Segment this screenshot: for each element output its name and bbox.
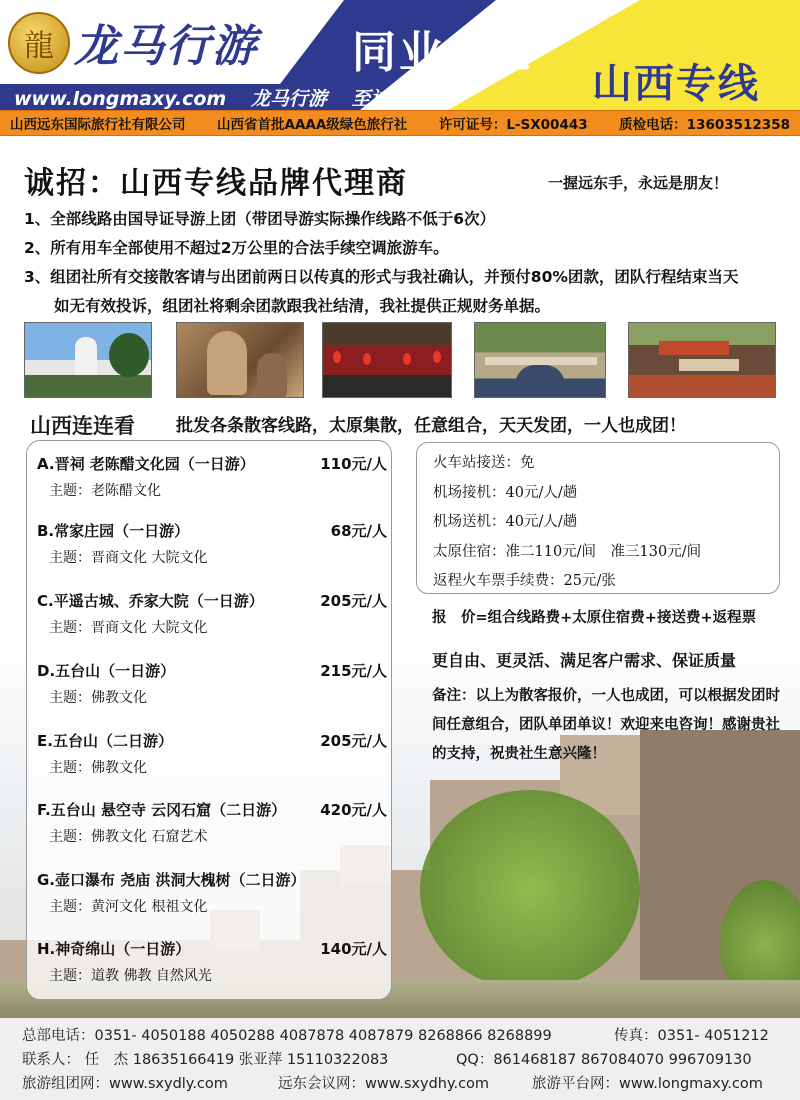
company-name: 山西远东国际旅行社有限公司 bbox=[10, 117, 186, 133]
route-price: 140元/人 bbox=[320, 940, 387, 958]
tour-site-link[interactable]: 旅游组团网：www.sxydly.com bbox=[22, 1076, 228, 1092]
route-theme: 主题：道教 佛教 自然风光 bbox=[49, 968, 212, 984]
route-name: F.五台山 悬空寺 云冈石窟（二日游） bbox=[37, 801, 287, 819]
section-title: 山西连连看 bbox=[30, 414, 135, 438]
transfer-item: 机场接机：40元/人/趟 bbox=[433, 484, 578, 501]
header-banner bbox=[0, 0, 800, 110]
list-item[interactable] bbox=[37, 730, 387, 777]
contact-footer bbox=[0, 1018, 800, 1100]
terms-list bbox=[24, 205, 784, 321]
price-formula: 报 价=组合线路费+太原住宿费+接送费+返程票 bbox=[432, 610, 757, 626]
route-price: 205元/人 bbox=[320, 592, 387, 610]
list-item[interactable] bbox=[37, 453, 387, 500]
remark-text: 备注：以上为散客报价，一人也成团，可以根据发团时间任意组合，团队单团单议！欢迎来电咨询！感谢贵社的支持，祝贵社生意兴隆！ bbox=[432, 688, 780, 762]
quality-slogan: 更自由、更灵活、满足客户需求、保证质量 bbox=[432, 651, 737, 670]
license-number: 许可证号：L-SX00443 bbox=[438, 117, 588, 133]
platform-site-link[interactable]: 旅游平台网：www.longmaxy.com bbox=[532, 1076, 763, 1092]
route-price: 215元/人 bbox=[320, 662, 387, 680]
photo-bridge bbox=[474, 322, 606, 398]
route-price: 110元/人 bbox=[320, 455, 387, 473]
photo-buddha bbox=[176, 322, 304, 398]
meeting-site-link[interactable]: 远东会议网：www.sxydhy.com bbox=[278, 1076, 490, 1092]
term-item: 如无有效投诉，组团社将剩余团款跟我社结清，我社提供正规财务单据。 bbox=[54, 297, 551, 315]
term-item: 2、所有用车全部使用不超过2万公里的合法手续空调旅游车。 bbox=[24, 239, 449, 257]
list-item[interactable] bbox=[37, 799, 387, 846]
route-theme: 主题：晋商文化 大院文化 bbox=[49, 620, 208, 636]
page-headline: 诚招：山西专线品牌代理商 bbox=[24, 166, 408, 201]
photo-pagoda bbox=[24, 322, 152, 398]
route-theme: 主题：佛教文化 bbox=[49, 690, 147, 706]
slogan: 一握远东手，永远是朋友！ bbox=[548, 174, 729, 192]
hq-phones: 总部电话：0351- 4050188 4050288 4087878 4087879 8268866 8268899 bbox=[22, 1028, 552, 1044]
line-title: 山西专线 bbox=[592, 61, 760, 107]
route-price: 68元/人 bbox=[330, 522, 387, 540]
contact-persons: 联系人： 任 杰 18635166419 张亚萍 15110322083 bbox=[22, 1052, 389, 1068]
info-bar bbox=[0, 110, 800, 136]
route-theme: 主题：老陈醋文化 bbox=[49, 483, 161, 499]
route-price: 420元/人 bbox=[320, 801, 387, 819]
route-name: C.平遥古城、乔家大院（一日游） bbox=[37, 592, 264, 610]
list-item[interactable] bbox=[37, 520, 387, 567]
list-item[interactable] bbox=[37, 590, 387, 637]
photo-courtyard bbox=[322, 322, 452, 398]
dragon-logo-icon: 龍 bbox=[8, 12, 70, 74]
brand-name: 龙马行游 bbox=[74, 21, 258, 72]
list-item[interactable] bbox=[37, 869, 387, 916]
section-subtitle: 批发各条散客线路，太原集散，任意组合，天天发团，一人也成团！ bbox=[176, 416, 686, 436]
route-name: G.壶口瀑布 尧庙 洪洞大槐树（二日游） bbox=[37, 871, 306, 889]
list-item[interactable] bbox=[37, 938, 387, 985]
photo-hanging-temple bbox=[628, 322, 776, 398]
route-theme: 主题：黄河文化 根祖文化 bbox=[49, 899, 208, 915]
term-item: 1、全部线路由国导证导游上团（带团导游实际操作线路不低于6次） bbox=[24, 210, 496, 228]
transfer-item: 太原住宿：准二110元/间 准三130元/间 bbox=[433, 543, 702, 560]
route-theme: 主题：佛教文化 bbox=[49, 760, 147, 776]
photo-strip bbox=[24, 322, 776, 398]
url-line bbox=[14, 84, 445, 110]
transfer-item: 火车站接送：免 bbox=[433, 455, 535, 471]
route-theme: 主题：晋商文化 大院文化 bbox=[49, 550, 208, 566]
list-item[interactable] bbox=[37, 660, 387, 707]
transfer-price-box bbox=[416, 442, 780, 594]
agency-grade: 山西省首批AAAA级绿色旅行社 bbox=[217, 117, 408, 133]
center-title: 同业中心 bbox=[352, 27, 540, 78]
route-name: H.神奇绵山（一日游） bbox=[37, 940, 191, 958]
url-brand: 龙马行游 bbox=[250, 88, 327, 110]
route-theme: 主题：佛教文化 石窟艺术 bbox=[49, 829, 208, 845]
footer-phone-line bbox=[22, 1024, 552, 1045]
term-item: 3、组团社所有交接散客请与出团前两日以传真的形式与我社确认，并预付80%团款，团队行程结束当天 bbox=[24, 268, 739, 286]
transfer-item: 返程火车票手续费：25元/张 bbox=[433, 573, 616, 589]
transfer-item: 机场送机：40元/人/趟 bbox=[433, 514, 578, 530]
route-list-box bbox=[26, 440, 392, 1000]
qc-phone: 质检电话：13603512358 bbox=[619, 117, 790, 133]
website-link[interactable]: www.longmaxy.com bbox=[14, 88, 227, 110]
route-name: E.五台山（二日游） bbox=[37, 732, 173, 750]
qq-numbers: QQ：861468187 867084070 996709130 bbox=[456, 1052, 752, 1068]
url-slogan: 至诚天下 bbox=[351, 88, 428, 110]
fax-number: 传真：0351- 4051212 bbox=[614, 1028, 769, 1044]
route-name: B.常家庄园（一日游） bbox=[37, 522, 190, 540]
route-name: A.晋祠 老陈醋文化园（一日游） bbox=[37, 455, 255, 473]
route-name: D.五台山（一日游） bbox=[37, 662, 176, 680]
route-price: 205元/人 bbox=[320, 732, 387, 750]
